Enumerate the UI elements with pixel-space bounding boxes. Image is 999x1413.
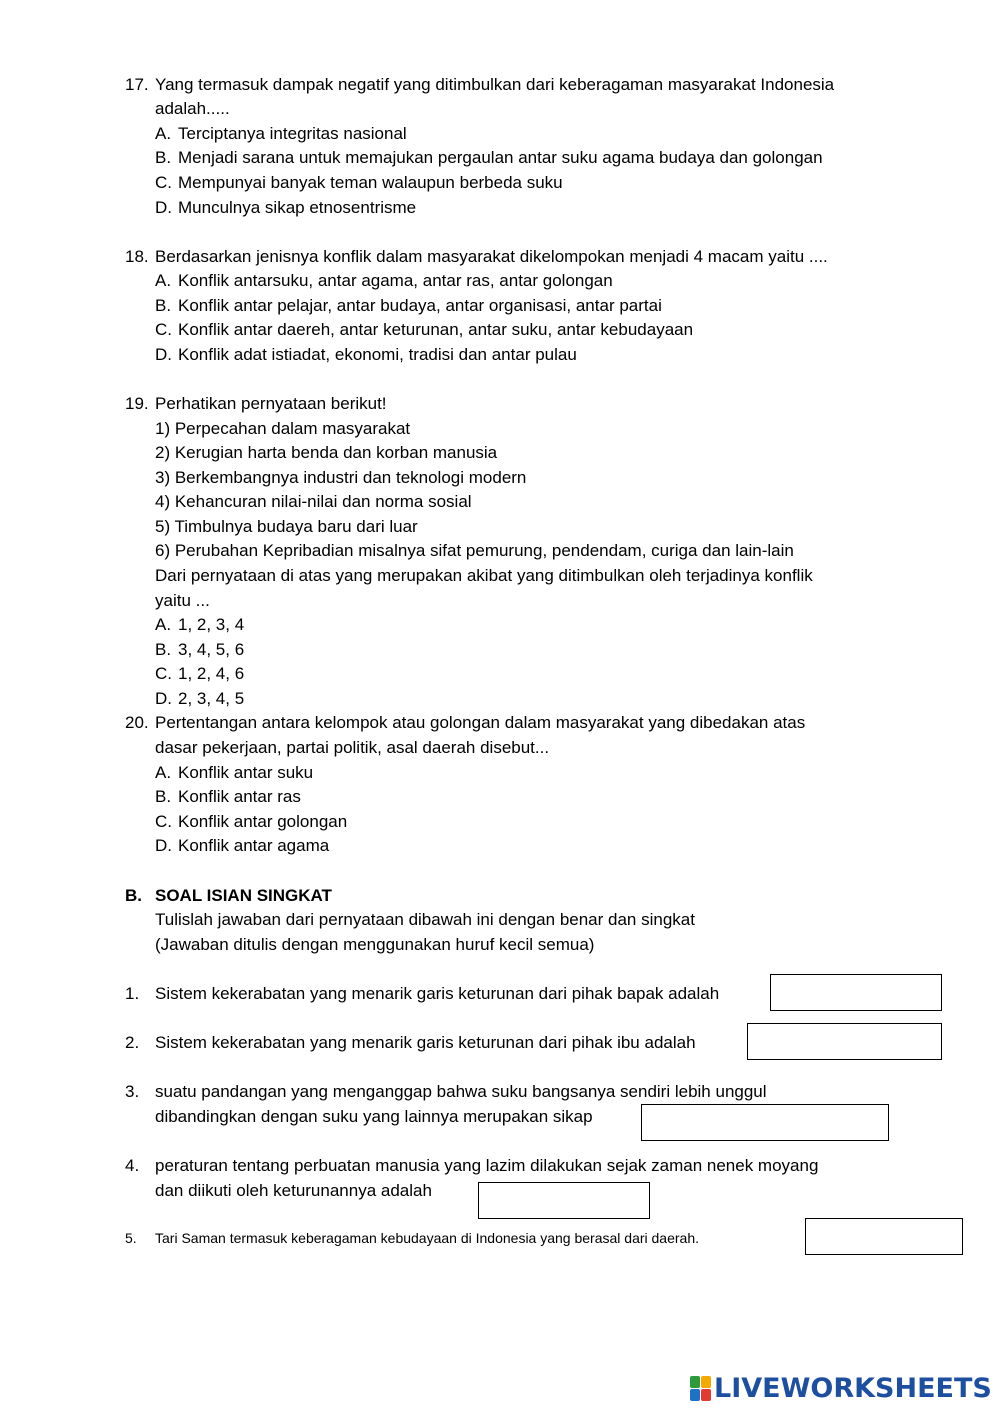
option-text: Konflik antar suku	[178, 763, 314, 782]
question-number: 5.	[125, 1230, 137, 1246]
question-number: 1.	[125, 984, 140, 1003]
option-text: Konflik antar golongan	[178, 812, 348, 831]
question-number: 17.	[125, 75, 149, 94]
option-letter: B.	[155, 640, 172, 659]
option-text: Munculnya sikap etnosentrisme	[178, 198, 417, 217]
question-text: dasar pekerjaan, partai politik, asal daerah disebut...	[155, 738, 550, 757]
option-letter: C.	[155, 173, 172, 192]
option-letter: C.	[155, 812, 172, 831]
question-number: 20.	[125, 713, 149, 732]
option-letter: B.	[155, 148, 172, 167]
option-text: Konflik antar agama	[178, 836, 330, 855]
option-text: 1, 2, 4, 6	[178, 664, 245, 683]
liveworksheets-logo[interactable]	[690, 1373, 992, 1403]
option-text: Konflik adat istiadat, ekonomi, tradisi dan antar pulau	[178, 345, 577, 364]
question-text: peraturan tentang perbuatan manusia yang lazim dilakukan sejak zaman nenek moyang	[155, 1156, 819, 1175]
question-number: 19.	[125, 394, 149, 413]
statement-item: 1) Perpecahan dalam masyarakat	[155, 419, 411, 438]
question-text: dibandingkan dengan suku yang lainnya merupakan sikap	[155, 1107, 593, 1126]
section-letter: B.	[125, 886, 142, 905]
option-text: Konflik antar pelajar, antar budaya, antar organisasi, antar partai	[178, 296, 662, 315]
option-letter: A.	[155, 763, 172, 782]
question-number: 2.	[125, 1033, 140, 1052]
question-text: Berdasarkan jenisnya konflik dalam masyarakat dikelompokan menjadi 4 macam yaitu ....	[155, 247, 828, 266]
question-text: Dari pernyataan di atas yang merupakan akibat yang ditimbulkan oleh terjadinya konflik	[155, 566, 813, 585]
question-text: Tari Saman termasuk keberagaman kebudayaan di Indonesia yang berasal dari daerah.	[155, 1230, 700, 1246]
answer-input[interactable]	[641, 1104, 889, 1141]
option-text: 3, 4, 5, 6	[178, 640, 245, 659]
answer-input[interactable]	[478, 1182, 650, 1219]
answer-input[interactable]	[805, 1218, 963, 1255]
answer-input[interactable]	[747, 1023, 942, 1060]
question-number: 3.	[125, 1082, 140, 1101]
logo-tile	[690, 1376, 700, 1388]
option-letter: C.	[155, 664, 172, 683]
question-text: dan diikuti oleh keturunannya adalah	[155, 1181, 432, 1200]
question-text: Sistem kekerabatan yang menarik garis keturunan dari pihak bapak adalah	[155, 984, 720, 1003]
option-letter: D.	[155, 689, 172, 708]
option-letter: D.	[155, 198, 172, 217]
question-text: Sistem kekerabatan yang menarik garis keturunan dari pihak ibu adalah	[155, 1033, 696, 1052]
section-title: SOAL ISIAN SINGKAT	[155, 886, 332, 905]
answer-input[interactable]	[770, 974, 942, 1011]
option-letter: B.	[155, 787, 172, 806]
option-text: Konflik antar ras	[178, 787, 301, 806]
section-instruction: Tulislah jawaban dari pernyataan dibawah ini dengan benar dan singkat	[155, 910, 695, 929]
statement-item: 4) Kehancuran nilai-nilai dan norma sosial	[155, 492, 472, 511]
logo-text: LIVEWORKSHEETS	[714, 1372, 992, 1404]
option-letter: A.	[155, 271, 172, 290]
option-text: 2, 3, 4, 5	[178, 689, 245, 708]
question-number: 4.	[125, 1156, 140, 1175]
statement-item: 2) Kerugian harta benda dan korban manusia	[155, 443, 498, 462]
logo-tile	[690, 1389, 700, 1401]
option-text: 1, 2, 3, 4	[178, 615, 245, 634]
question-text: Pertentangan antara kelompok atau golongan dalam masyarakat yang dibedakan atas	[155, 713, 806, 732]
option-letter: A.	[155, 615, 172, 634]
question-number: 18.	[125, 247, 149, 266]
option-text: Mempunyai banyak teman walaupun berbeda suku	[178, 173, 563, 192]
option-letter: C.	[155, 320, 172, 339]
question-text: adalah.....	[155, 99, 230, 118]
option-letter: A.	[155, 124, 172, 143]
logo-tile	[701, 1376, 711, 1388]
question-text: Perhatikan pernyataan berikut!	[155, 394, 387, 413]
statement-item: 5) Timbulnya budaya baru dari luar	[155, 517, 418, 536]
statement-item: 6) Perubahan Kepribadian misalnya sifat pemurung, pendendam, curiga dan lain-lain	[155, 541, 794, 560]
option-text: Konflik antarsuku, antar agama, antar ras, antar golongan	[178, 271, 613, 290]
option-text: Konflik antar daereh, antar keturunan, antar suku, antar kebudayaan	[178, 320, 694, 339]
question-text: yaitu ...	[155, 591, 210, 610]
option-text: Menjadi sarana untuk memajukan pergaulan antar suku agama budaya dan golongan	[178, 148, 823, 167]
logo-mark-icon	[690, 1376, 711, 1401]
option-letter: B.	[155, 296, 172, 315]
logo-tile	[701, 1389, 711, 1401]
option-text: Terciptanya integritas nasional	[178, 124, 407, 143]
section-instruction: (Jawaban ditulis dengan menggunakan huruf kecil semua)	[155, 935, 595, 954]
statement-item: 3) Berkembangnya industri dan teknologi modern	[155, 468, 527, 487]
option-letter: D.	[155, 836, 172, 855]
question-text: Yang termasuk dampak negatif yang ditimbulkan dari keberagaman masyarakat Indonesia	[155, 75, 835, 94]
question-text: suatu pandangan yang menganggap bahwa suku bangsanya sendiri lebih unggul	[155, 1082, 767, 1101]
option-letter: D.	[155, 345, 172, 364]
